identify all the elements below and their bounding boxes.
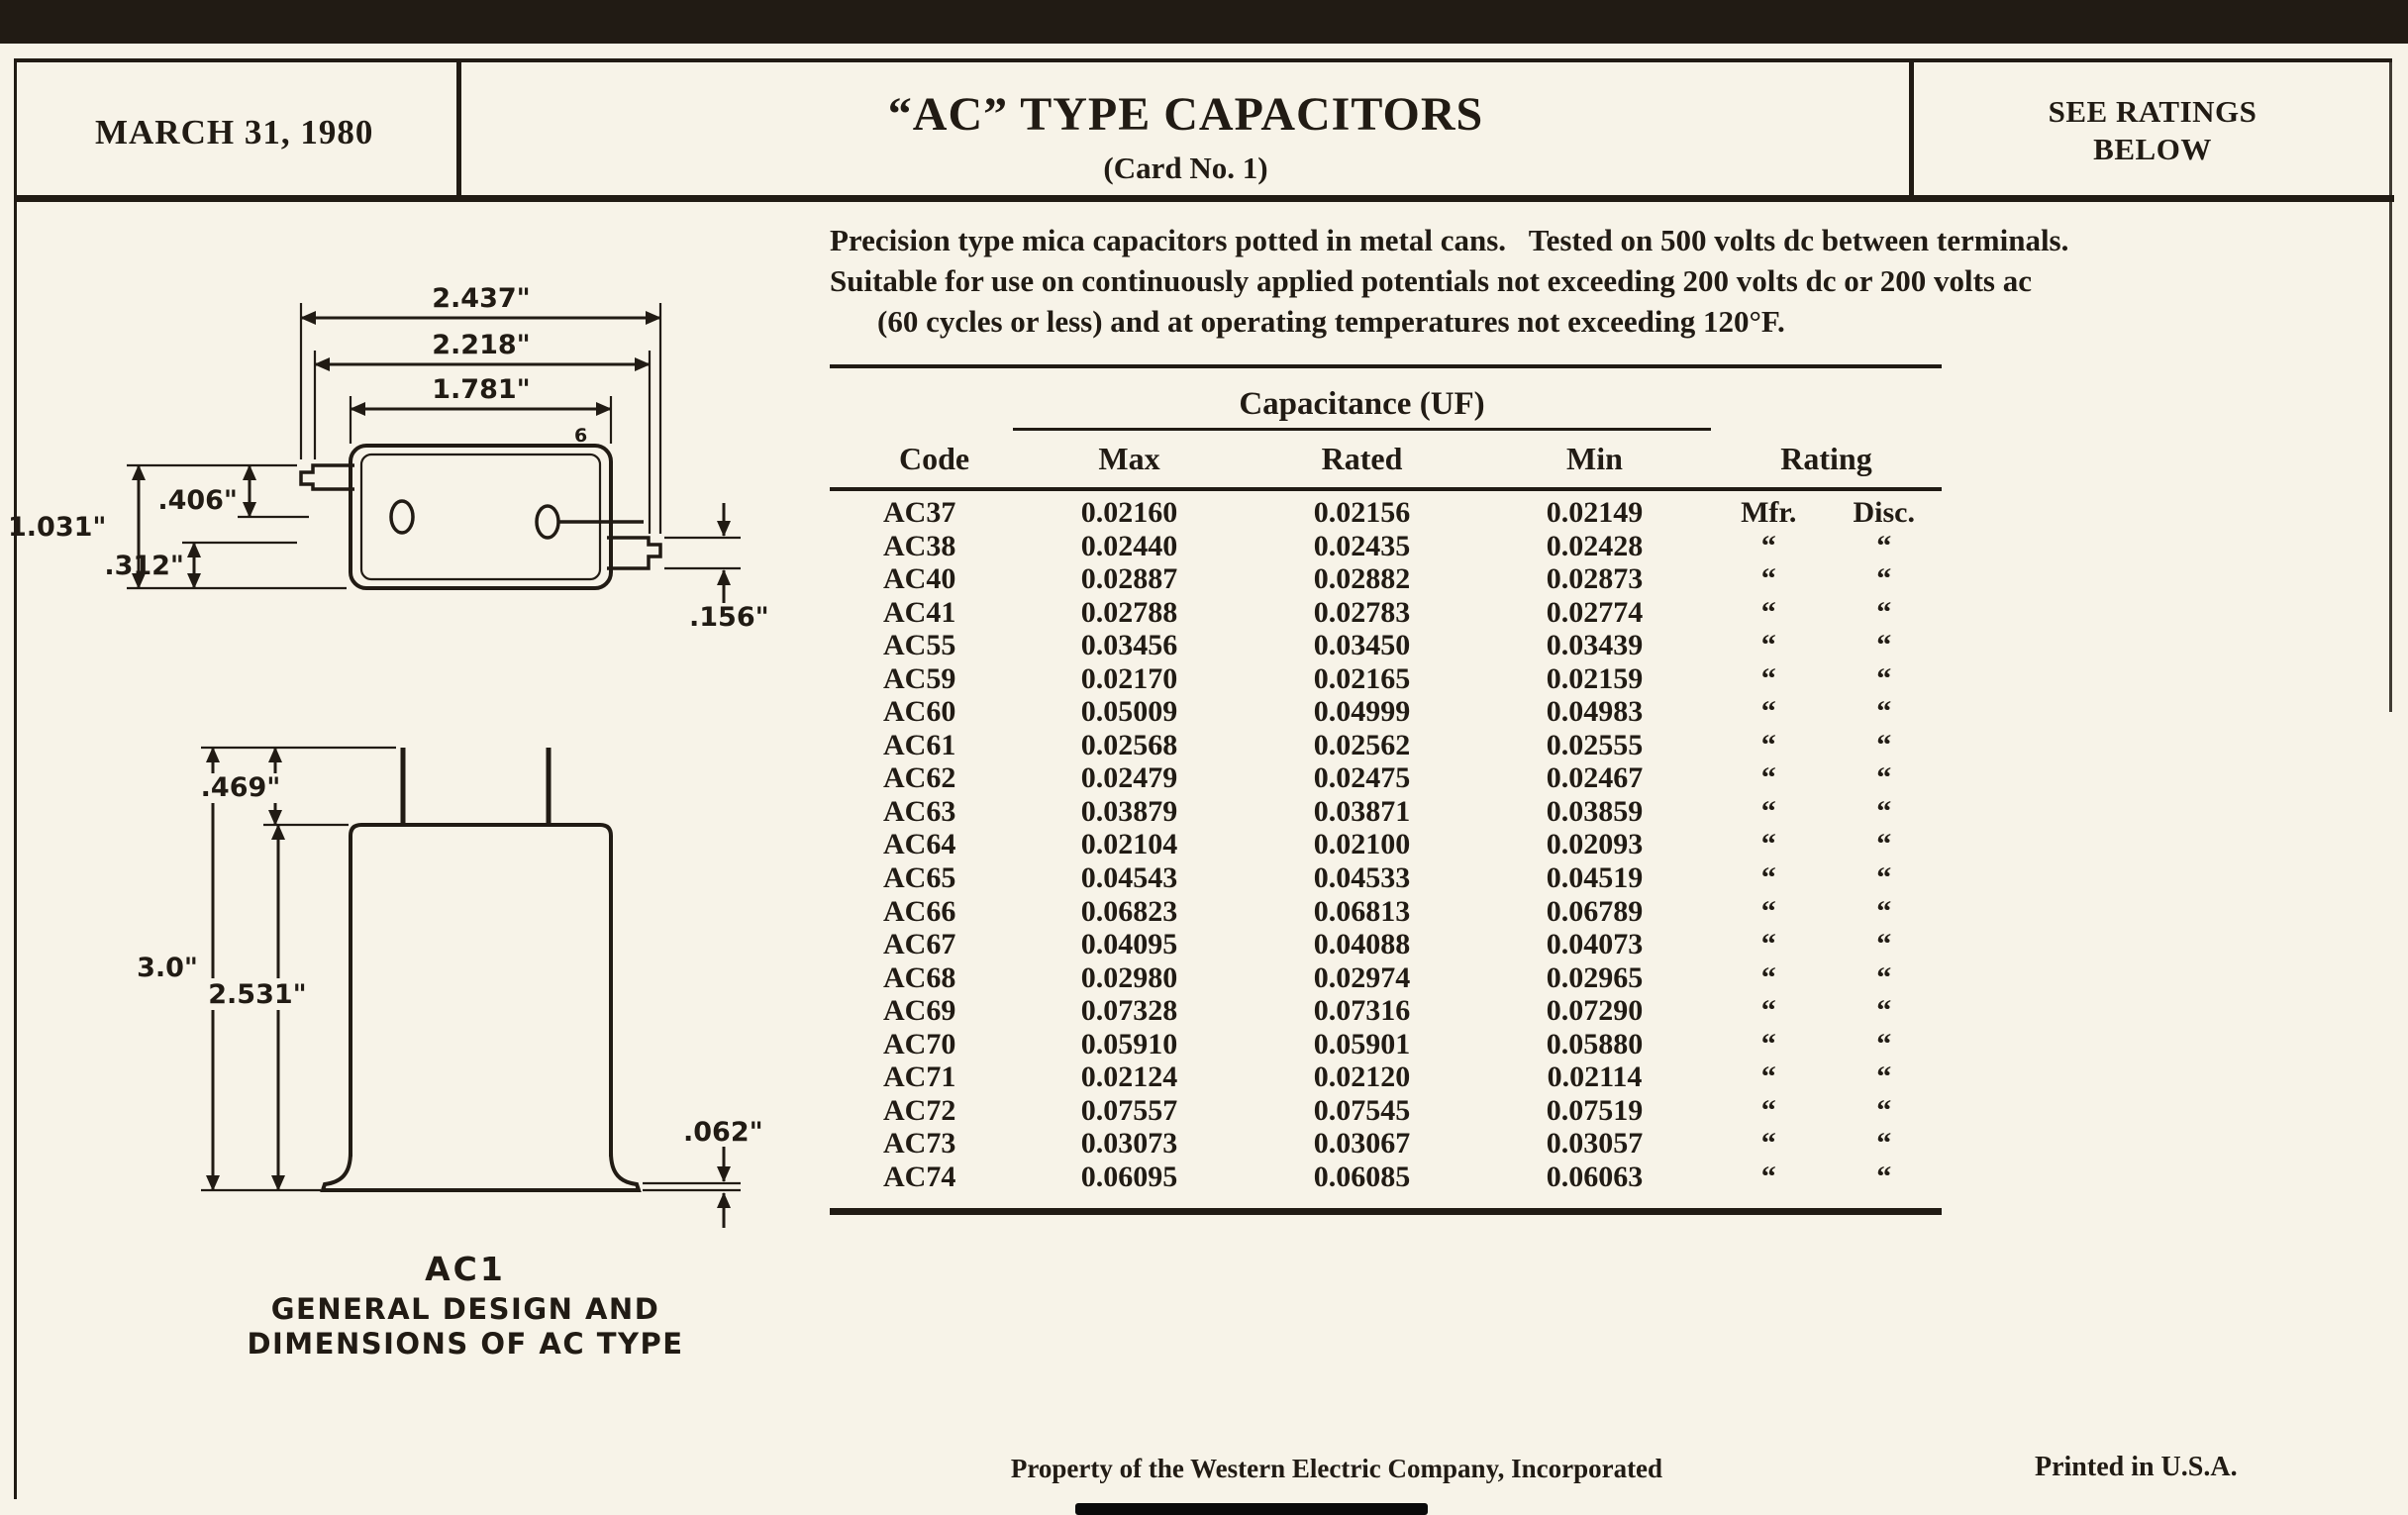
diagram-caption-line3: DIMENSIONS OF AC TYPE	[247, 1327, 684, 1361]
cell-code: AC73	[883, 1127, 956, 1161]
cell-rated: 0.02562	[1313, 728, 1411, 761]
cell-rated: 0.02165	[1313, 661, 1411, 695]
cell-rating-mfr: “	[1760, 1060, 1776, 1094]
cell-max: 0.02479	[1080, 761, 1178, 795]
scan-bottom-smudge	[1075, 1503, 1428, 1515]
cell-rating-disc: “	[1876, 595, 1892, 629]
cell-min: 0.02149	[1546, 496, 1644, 529]
cell-code: AC63	[883, 794, 956, 828]
dim-label-base-offset: .312"	[104, 551, 184, 581]
cell-code: AC59	[883, 661, 956, 695]
footer-property-line: Property of the Western Electric Company, Incorporated	[1010, 1454, 1663, 1483]
cell-rating	[1711, 895, 1942, 929]
table-rows	[830, 491, 1942, 1208]
cell-rating-mfr: “	[1760, 1160, 1776, 1193]
cell-rated: 0.05901	[1313, 1027, 1411, 1060]
ratings-note-line2: BELOW	[2093, 132, 2212, 166]
cell-min: 0.02873	[1546, 562, 1644, 596]
front-view-body	[351, 825, 611, 1157]
cell-code: AC72	[883, 1093, 956, 1127]
cell-code: AC60	[883, 695, 956, 729]
cell-rating-mfr: “	[1760, 1093, 1776, 1127]
diagram-caption	[168, 1250, 762, 1362]
cell-rating	[1711, 629, 1942, 662]
body-marking: 6	[574, 425, 588, 447]
ratings-note	[1914, 93, 2391, 168]
cell-code: AC65	[883, 861, 956, 895]
cell-min: 0.02159	[1546, 661, 1644, 695]
cell-rating	[1711, 729, 1942, 762]
table-row	[830, 1060, 1942, 1094]
cell-min: 0.06789	[1546, 894, 1644, 928]
cell-rated: 0.06085	[1313, 1160, 1411, 1193]
cell-rating	[1711, 761, 1942, 795]
cell-rating-mfr: “	[1760, 529, 1776, 562]
cell-rating-mfr: “	[1760, 728, 1776, 761]
cell-rating	[1711, 562, 1942, 596]
cell-rating	[1711, 1094, 1942, 1128]
cell-min: 0.02555	[1546, 728, 1644, 761]
cell-rating	[1711, 530, 1942, 563]
diagram-caption-id: AC1	[425, 1250, 506, 1288]
cell-rating	[1711, 828, 1942, 861]
table-row	[830, 828, 1942, 861]
cell-rating-disc: “	[1876, 761, 1892, 795]
table-row	[830, 729, 1942, 762]
cell-rated: 0.06813	[1313, 894, 1411, 928]
cell-rated: 0.04533	[1313, 861, 1411, 895]
table-row	[830, 795, 1942, 829]
intro-line-3: (60 cycles or less) and at operating temperatures not exceeding 120°F.	[877, 304, 1785, 339]
dim-label-mid-width: 2.218"	[432, 330, 531, 360]
cell-rating-disc: “	[1876, 1027, 1892, 1060]
capacitor-diagram	[0, 44, 832, 1370]
cell-min: 0.06063	[1546, 1160, 1644, 1193]
cell-max: 0.04543	[1080, 861, 1178, 895]
table-row	[830, 496, 1942, 530]
cell-rated: 0.02882	[1313, 562, 1411, 596]
cell-max: 0.03879	[1080, 794, 1178, 828]
cell-rated: 0.04088	[1313, 928, 1411, 961]
cell-min: 0.07519	[1546, 1093, 1644, 1127]
front-view-base	[323, 1153, 639, 1190]
cell-max: 0.02440	[1080, 529, 1178, 562]
dim-label-front-overall-height: 3.0"	[137, 953, 198, 983]
cell-rating-mfr: “	[1760, 629, 1776, 662]
table-row	[830, 562, 1942, 596]
page-title: “AC” TYPE CAPACITORS	[887, 88, 1484, 141]
cell-code: AC38	[883, 529, 956, 562]
cell-rating-mfr: “	[1760, 595, 1776, 629]
cell-rating-disc: “	[1876, 1060, 1892, 1094]
cell-rating-mfr: “	[1760, 894, 1776, 928]
dim-label-body-width: 1.781"	[432, 374, 531, 405]
cell-min: 0.03439	[1546, 629, 1644, 662]
cell-min: 0.04983	[1546, 695, 1644, 729]
scan-top-bar	[0, 0, 2408, 44]
dim-label-overall-width: 2.437"	[432, 283, 531, 314]
cell-rating	[1711, 496, 1942, 530]
cell-code: AC64	[883, 828, 956, 861]
table-row	[830, 596, 1942, 630]
cell-rating-disc: “	[1876, 1093, 1892, 1127]
table-row	[830, 662, 1942, 696]
cell-code: AC66	[883, 894, 956, 928]
cell-rating	[1711, 1060, 1942, 1094]
cell-rating	[1711, 662, 1942, 696]
cell-rating-disc: “	[1876, 728, 1892, 761]
column-header-max: Max	[1098, 441, 1160, 476]
cell-rating-mfr: “	[1760, 928, 1776, 961]
cell-rating-disc: “	[1876, 960, 1892, 994]
page-subtitle: (Card No. 1)	[1103, 151, 1268, 185]
table-group-header: Capacitance (UF)	[1013, 368, 1711, 431]
column-header-code: Code	[899, 441, 970, 476]
cell-max: 0.02980	[1080, 960, 1178, 994]
cell-rated: 0.04999	[1313, 695, 1411, 729]
table-row	[830, 629, 1942, 662]
dim-label-overall-height: 1.031"	[8, 512, 107, 543]
dim-label-front-body-height: 2.531"	[208, 979, 307, 1010]
cell-max: 0.02160	[1080, 496, 1178, 529]
mounting-tab-left	[301, 465, 354, 489]
dim-label-tab-height: .156"	[689, 602, 769, 633]
cell-min: 0.04519	[1546, 861, 1644, 895]
cell-rated: 0.03871	[1313, 794, 1411, 828]
cell-code: AC41	[883, 595, 956, 629]
cell-rating-mfr: “	[1760, 861, 1776, 895]
cell-max: 0.03456	[1080, 629, 1178, 662]
cell-rating-mfr: “	[1760, 562, 1776, 596]
table-row	[830, 1127, 1942, 1161]
cell-code: AC55	[883, 629, 956, 662]
cell-max: 0.03073	[1080, 1127, 1178, 1161]
cell-rated: 0.02475	[1313, 761, 1411, 795]
cell-rating-disc: “	[1876, 828, 1892, 861]
cell-rating-mfr: “	[1760, 1127, 1776, 1161]
cell-rating-mfr: “	[1760, 960, 1776, 994]
terminal-right	[537, 506, 558, 538]
table-row	[830, 1094, 1942, 1128]
intro-line-1: Precision type mica capacitors potted in metal cans. Tested on 500 volts dc between terminals.	[830, 223, 2069, 257]
cell-max: 0.05009	[1080, 695, 1178, 729]
cell-min: 0.02428	[1546, 529, 1644, 562]
cell-code: AC68	[883, 960, 956, 994]
cell-rating	[1711, 928, 1942, 961]
cell-max: 0.02568	[1080, 728, 1178, 761]
cell-rating-mfr: “	[1760, 695, 1776, 729]
cell-min: 0.02965	[1546, 960, 1644, 994]
cell-rating-mfr: “	[1760, 828, 1776, 861]
intro-line-2: Suitable for use on continuously applied potentials not exceeding 200 volts dc or 200 volts ac	[830, 263, 2032, 298]
cell-code: AC74	[883, 1160, 956, 1193]
cell-max: 0.02887	[1080, 562, 1178, 596]
cell-rating-mfr: “	[1760, 661, 1776, 695]
cell-max: 0.06095	[1080, 1160, 1178, 1193]
cell-min: 0.03057	[1546, 1127, 1644, 1161]
cell-code: AC40	[883, 562, 956, 596]
cell-min: 0.07290	[1546, 994, 1644, 1028]
dim-label-lead-length: .469"	[200, 772, 281, 803]
cell-min: 0.02774	[1546, 595, 1644, 629]
cell-max: 0.02104	[1080, 828, 1178, 861]
cell-code: AC61	[883, 728, 956, 761]
column-header-rated: Rated	[1321, 441, 1403, 476]
capacitance-table	[830, 364, 1942, 1215]
table-row	[830, 761, 1942, 795]
ratings-note-line1: SEE RATINGS	[2048, 94, 2258, 129]
cell-rated: 0.02783	[1313, 595, 1411, 629]
cell-rated: 0.07545	[1313, 1093, 1411, 1127]
cell-rated: 0.02435	[1313, 529, 1411, 562]
cell-rating-mfr: “	[1760, 761, 1776, 795]
cell-rating	[1711, 1127, 1942, 1161]
cell-min: 0.02093	[1546, 828, 1644, 861]
cell-code: AC69	[883, 994, 956, 1028]
cell-rating	[1711, 596, 1942, 630]
table-row	[830, 928, 1942, 961]
cell-max: 0.02124	[1080, 1060, 1178, 1094]
cell-max: 0.07328	[1080, 994, 1178, 1028]
dim-label-tab-offset: .406"	[157, 485, 238, 516]
table-row	[830, 530, 1942, 563]
table-row	[830, 695, 1942, 729]
intro-paragraph	[830, 220, 2394, 342]
cell-rating-mfr: Mfr.	[1741, 496, 1797, 529]
cell-rating-disc: “	[1876, 695, 1892, 729]
cell-max: 0.07557	[1080, 1093, 1178, 1127]
cell-rated: 0.02100	[1313, 828, 1411, 861]
cell-rating	[1711, 695, 1942, 729]
cell-rated: 0.02156	[1313, 496, 1411, 529]
cell-min: 0.02467	[1546, 761, 1644, 795]
cell-rating-disc: “	[1876, 794, 1892, 828]
cell-rating-disc: “	[1876, 562, 1892, 596]
cell-rated: 0.02120	[1313, 1060, 1411, 1094]
cell-rating-disc: “	[1876, 894, 1892, 928]
table-row	[830, 1161, 1942, 1194]
table-row	[830, 895, 1942, 929]
cell-code: AC62	[883, 761, 956, 795]
cell-rating	[1711, 861, 1942, 895]
cell-rating-disc: Disc.	[1853, 496, 1915, 529]
cell-rating-disc: “	[1876, 1160, 1892, 1193]
cell-code: AC70	[883, 1027, 956, 1060]
cell-rating-disc: “	[1876, 1127, 1892, 1161]
cell-code: AC37	[883, 496, 956, 529]
cell-rating-disc: “	[1876, 629, 1892, 662]
cell-rating	[1711, 994, 1942, 1028]
cell-min: 0.02114	[1547, 1060, 1643, 1094]
cell-rating-disc: “	[1876, 661, 1892, 695]
cell-rating	[1711, 1028, 1942, 1061]
cell-code: AC71	[883, 1060, 956, 1094]
cell-rated: 0.03067	[1313, 1127, 1411, 1161]
cell-rating-mfr: “	[1760, 994, 1776, 1028]
cell-min: 0.05880	[1546, 1027, 1644, 1060]
cell-max: 0.02170	[1080, 661, 1178, 695]
cell-rated: 0.07316	[1313, 994, 1411, 1028]
table-row	[830, 861, 1942, 895]
column-header-min: Min	[1566, 441, 1623, 476]
cell-rating-disc: “	[1876, 928, 1892, 961]
column-header-rating: Rating	[1780, 441, 1872, 476]
footer-printed-line: Printed in U.S.A.	[2035, 1452, 2238, 1482]
header-date: MARCH 31, 1980	[95, 113, 374, 152]
cell-rating	[1711, 795, 1942, 829]
table-column-headers	[830, 431, 1942, 491]
cell-rating-disc: “	[1876, 994, 1892, 1028]
cell-min: 0.04073	[1546, 928, 1644, 961]
cell-min: 0.03859	[1546, 794, 1644, 828]
cell-rating	[1711, 1161, 1942, 1194]
table-row	[830, 961, 1942, 995]
cell-max: 0.02788	[1080, 595, 1178, 629]
cell-max: 0.04095	[1080, 928, 1178, 961]
diagram-caption-line2: GENERAL DESIGN AND	[270, 1292, 660, 1326]
top-view-body-inner	[361, 454, 600, 579]
dim-label-base-thickness: .062"	[683, 1117, 763, 1148]
cell-max: 0.05910	[1080, 1027, 1178, 1060]
terminal-left	[391, 501, 413, 533]
table-row	[830, 1028, 1942, 1061]
cell-rating-mfr: “	[1760, 1027, 1776, 1060]
cell-code: AC67	[883, 928, 956, 961]
cell-max: 0.06823	[1080, 894, 1178, 928]
cell-rating-mfr: “	[1760, 794, 1776, 828]
cell-rating	[1711, 961, 1942, 995]
cell-rated: 0.02974	[1313, 960, 1411, 994]
cell-rated: 0.03450	[1313, 629, 1411, 662]
cell-rating-disc: “	[1876, 529, 1892, 562]
cell-rating-disc: “	[1876, 861, 1892, 895]
paper	[0, 44, 2408, 1515]
mounting-tab-right	[607, 538, 660, 568]
table-row	[830, 994, 1942, 1028]
